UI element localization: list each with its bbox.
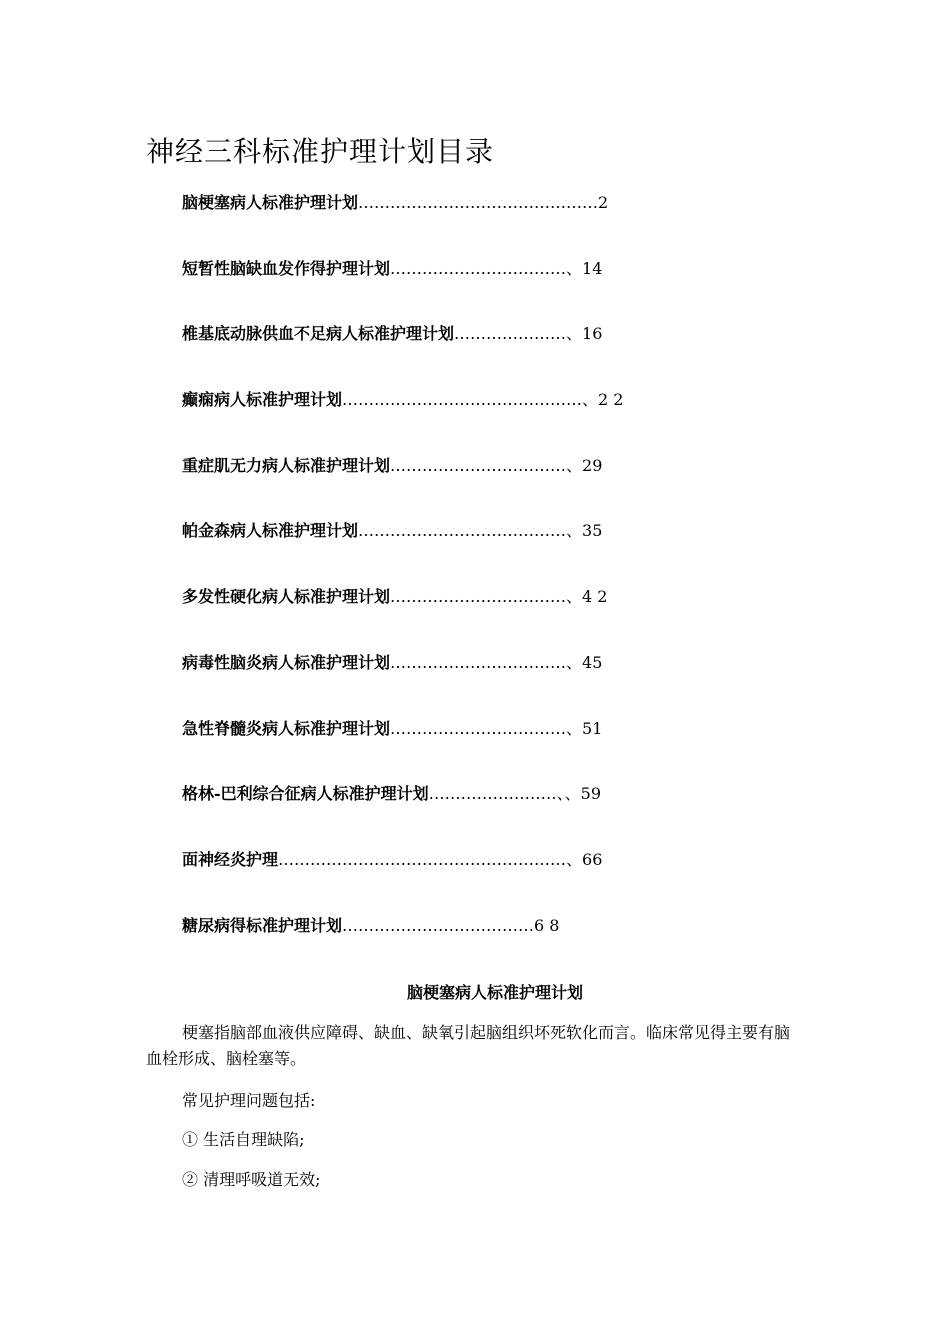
toc-entry — [182, 845, 702, 911]
toc-entry — [182, 714, 702, 780]
toc-entry-page: 4 2 — [582, 587, 608, 607]
toc-entry — [182, 188, 702, 254]
toc-entry-page: 35 — [582, 521, 603, 541]
toc-entry-page: 14 — [582, 258, 603, 278]
toc-entry-leader: ……………………、、 — [428, 784, 581, 804]
toc-entry-leader: ……………………………、 — [390, 652, 583, 672]
toc-entry-label: 多发性硬化病人标准护理计划 — [182, 587, 391, 607]
toc-entry-label: 糖尿病得标准护理计划 — [182, 915, 343, 935]
toc-entry-page: 29 — [582, 455, 603, 475]
toc-entry-label: 癫痫病人标准护理计划 — [182, 390, 343, 410]
toc-entry-leader: ……………………………、 — [390, 587, 583, 607]
toc-entry — [182, 319, 702, 385]
toc-entry-page: 6 8 — [534, 915, 560, 935]
toc-entry-page: 66 — [582, 849, 603, 869]
toc-entry — [182, 911, 702, 977]
toc-entry — [182, 779, 702, 845]
table-of-contents — [182, 188, 702, 976]
toc-entry-leader: …………………、 — [454, 324, 583, 344]
toc-entry-leader: …………………………………、 — [358, 521, 583, 541]
document-title: 神经三科标准护理计划目录 — [146, 135, 495, 168]
problem-item: ② 清理呼吸道无效; — [182, 1170, 321, 1189]
toc-entry — [182, 516, 702, 582]
toc-entry-label: 脑梗塞病人标准护理计划 — [182, 193, 359, 212]
problems-heading: 常见护理问题包括: — [182, 1091, 316, 1110]
section-heading: 脑梗塞病人标准护理计划 — [406, 983, 583, 1002]
toc-entry-label: 格林-巴利综合征病人标准护理计划 — [182, 784, 429, 804]
toc-entry-leader: ……………………………、 — [390, 258, 583, 278]
toc-entry-leader: ……………………………、 — [390, 455, 583, 475]
toc-entry-leader: ………………………………………、 — [342, 390, 599, 410]
intro-paragraph: 梗塞指脑部血液供应障碍、缺血、缺氧引起脑组织坏死软化而言。临床常见得主要有脑血栓形成、脑栓塞等。 — [146, 1023, 791, 1068]
toc-entry-leader: ……………………………… — [342, 915, 535, 935]
toc-entry-leader: ……………………………、 — [390, 718, 583, 738]
toc-entry — [182, 648, 702, 714]
toc-entry-label: 面神经炎护理 — [182, 849, 279, 869]
toc-entry — [182, 582, 702, 648]
toc-entry-page: 2 2 — [598, 390, 624, 410]
toc-entry-label: 帕金森病人标准护理计划 — [182, 521, 359, 541]
toc-entry-label: 病毒性脑炎病人标准护理计划 — [182, 652, 391, 672]
toc-entry-label: 椎基底动脉供血不足病人标准护理计划 — [182, 324, 455, 344]
toc-entry-page: 59 — [580, 784, 602, 804]
toc-entry-leader: ………………………………………………、 — [278, 849, 583, 869]
toc-entry-page: 51 — [582, 718, 603, 738]
toc-entry-label: 重症肌无力病人标准护理计划 — [182, 455, 391, 475]
toc-entry-page: 16 — [582, 324, 603, 344]
toc-entry-label: 短暂性脑缺血发作得护理计划 — [182, 258, 391, 278]
toc-entry — [182, 254, 702, 320]
toc-entry-page: 2 — [598, 193, 609, 212]
problem-item: ① 生活自理缺陷; — [182, 1130, 305, 1149]
toc-entry — [182, 385, 702, 451]
toc-entry-label: 急性脊髓炎病人标准护理计划 — [182, 718, 391, 738]
toc-entry-page: 45 — [582, 652, 603, 672]
toc-entry-leader: ……………………………………… — [358, 193, 599, 212]
toc-entry — [182, 451, 702, 517]
